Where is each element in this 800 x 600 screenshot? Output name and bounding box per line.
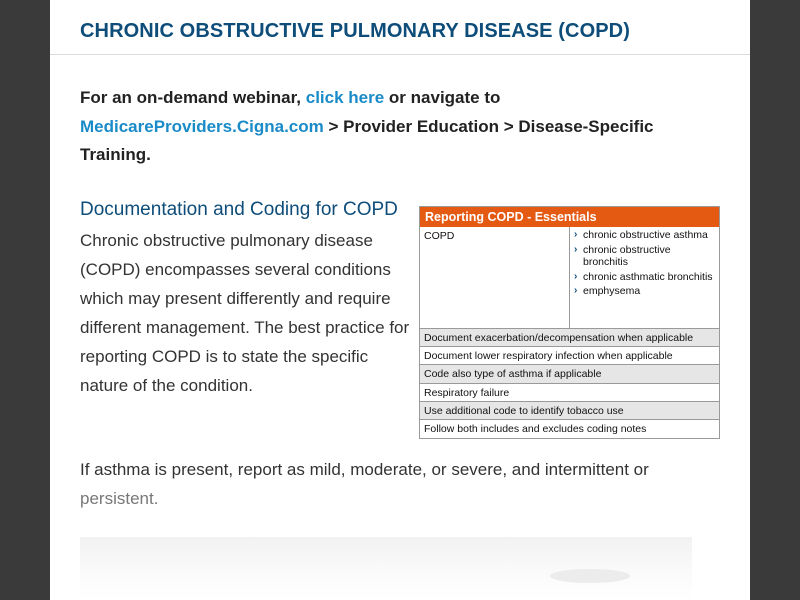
list-item: › chronic asthmatic bronchitis bbox=[574, 270, 713, 283]
chevron-right-icon: › bbox=[574, 243, 578, 255]
asthma-paragraph bbox=[80, 455, 710, 513]
chevron-right-icon: › bbox=[574, 229, 578, 240]
faded-image bbox=[80, 537, 692, 600]
intro-middle: or navigate to bbox=[384, 88, 501, 107]
list-item: › chronic obstructive asthma bbox=[574, 229, 708, 241]
intro-suffix: > Provider Education > Disease-Specific Training. bbox=[80, 116, 654, 164]
list-item: › emphysema bbox=[574, 285, 641, 297]
essentials-main-row bbox=[420, 227, 719, 329]
list-item: › chronic obstructive bronchitis bbox=[574, 243, 671, 268]
article-header bbox=[50, 0, 750, 55]
table-row: Follow both includes and excludes coding notes bbox=[424, 422, 647, 435]
asthma-text-faded: persistent. bbox=[80, 489, 159, 508]
chevron-right-icon: › bbox=[574, 270, 578, 282]
image-shape bbox=[550, 569, 630, 583]
webinar-link[interactable]: click here bbox=[305, 88, 385, 107]
medicare-providers-link[interactable]: MedicareProviders.Cigna.com bbox=[80, 116, 324, 136]
intro-prefix: For an on-demand webinar, bbox=[80, 88, 306, 107]
table-row: Respiratory failure bbox=[420, 384, 719, 402]
table-row: Code also type of asthma if applicable bbox=[420, 365, 719, 383]
intro-paragraph bbox=[80, 84, 700, 170]
essentials-table-title: Reporting COPD - Essentials bbox=[420, 207, 719, 227]
table-row: Document exacerbation/decompensation when applicable bbox=[420, 329, 719, 347]
page-title: CHRONIC OBSTRUCTIVE PULMONARY DISEASE (COPD) bbox=[80, 20, 630, 42]
asthma-text: If asthma is present, report as mild, moderate, or severe, and intermittent or bbox=[80, 460, 649, 479]
chevron-right-icon: › bbox=[574, 285, 578, 296]
section-heading: Documentation and Coding for COPD bbox=[80, 199, 398, 220]
table-row: Document lower respiratory infection when applicable bbox=[420, 347, 719, 365]
essentials-condition-list bbox=[570, 227, 719, 328]
section-body: Chronic obstructive pulmonary disease (COPD) encompasses several conditions which may present differently and require different management. The best practice for reporting COPD is to state the specific nature of the condition. bbox=[80, 231, 410, 395]
copd-essentials-table bbox=[419, 206, 720, 439]
table-row: Use additional code to identify tobacco use bbox=[420, 402, 719, 420]
essentials-left-label: COPD bbox=[420, 227, 570, 328]
documentation-section bbox=[80, 194, 410, 400]
article-page bbox=[50, 0, 750, 600]
